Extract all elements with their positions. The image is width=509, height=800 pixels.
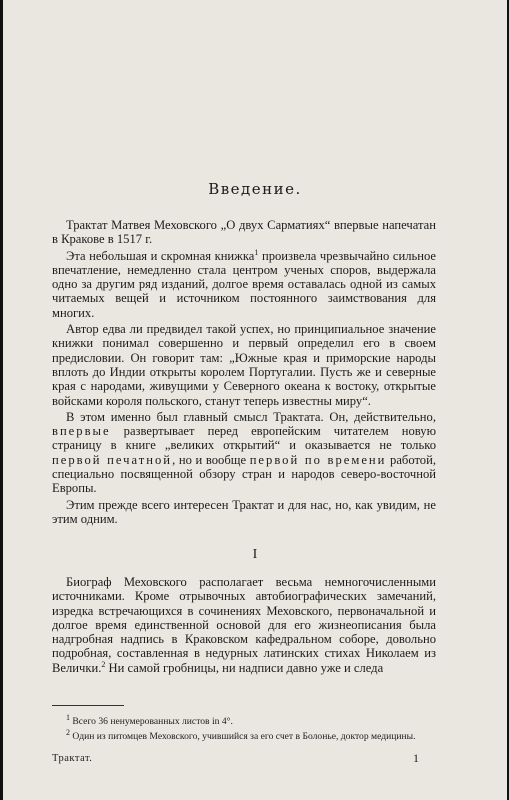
paragraph: В этом именно был главный смысл Трактата. Он, действительно, впервые развертывает перед европейским читателем новую страницу в книге „великих открытий“ и оказывается не только первой печатной, но и вообще первой по времени работой, специально посвященной обзору стран и народов северо-восточной Европы. [52, 409, 436, 496]
spaced-emphasis: первой печатной [52, 452, 173, 467]
paragraph: Этим прежде всего интересен Трактат и для нас, но, как увидим, не этим одним. [52, 497, 436, 526]
footnote: $^1$ Всего 36 ненумерованных листов in 4°. [66, 713, 233, 728]
spaced-emphasis: первой по времени [249, 452, 387, 467]
section-number: I [252, 547, 258, 562]
paragraph: Трактат Матвея Меховского „О двух Сарматиях“ впервые напечатан в Кракове в 1517 г. [52, 218, 436, 247]
footnote-ref: 2 [101, 659, 106, 669]
footnotes [52, 712, 436, 742]
footnote: $^2$ Один из питомцев Меховского, учившийся за его счет в Болонье, доктор медицины. [66, 728, 416, 743]
paragraph: Автор едва ли предвидел такой успех, но принципиальное значение книжки понимал совершенно и первый определил его в своем предисловии. Он говорит там: „Южные края и приморские народы вплоть до Индии открыты королем Португалии. Пусть же и северные края с народами, живущими у Северного океана к востоку, открытые войсками короля польского, станут теперь известны миру“. [52, 322, 436, 408]
paragraph: Биограф Меховского располагает весьма немногочисленными источниками. Кроме отрывочных автобиографических замечаний, изредка встречающихся в сочинениях Меховского, первоначальной и долгое время единственной основой для его жизнеописания была надгробная надпись в Краковском кафедральном соборе, довольно подробная, составленная в недурных латинских стихах Николаем из Велички.$^2$ Ни самой гробницы, ни надписи давно уже и следа [52, 575, 436, 675]
intro-body [52, 218, 436, 528]
page-number: 1 [413, 751, 419, 765]
chapter-heading: Введение. [208, 180, 302, 198]
signature-label: Трактат. [52, 753, 93, 764]
footnote-ref: 1 [254, 247, 259, 257]
spaced-emphasis: впервые [52, 424, 111, 439]
section-body [52, 575, 436, 677]
footnote-divider [52, 705, 124, 706]
paragraph: Эта небольшая и скромная книжка$^1$ произвела чрезвычайно сильное впечатление, немедленно стала центром ученых споров, выдержала одно за другим ряд изданий, долгое время оставалась одной из самых читаемых вещей и источником постоянного заимствования для многих. [52, 247, 437, 320]
